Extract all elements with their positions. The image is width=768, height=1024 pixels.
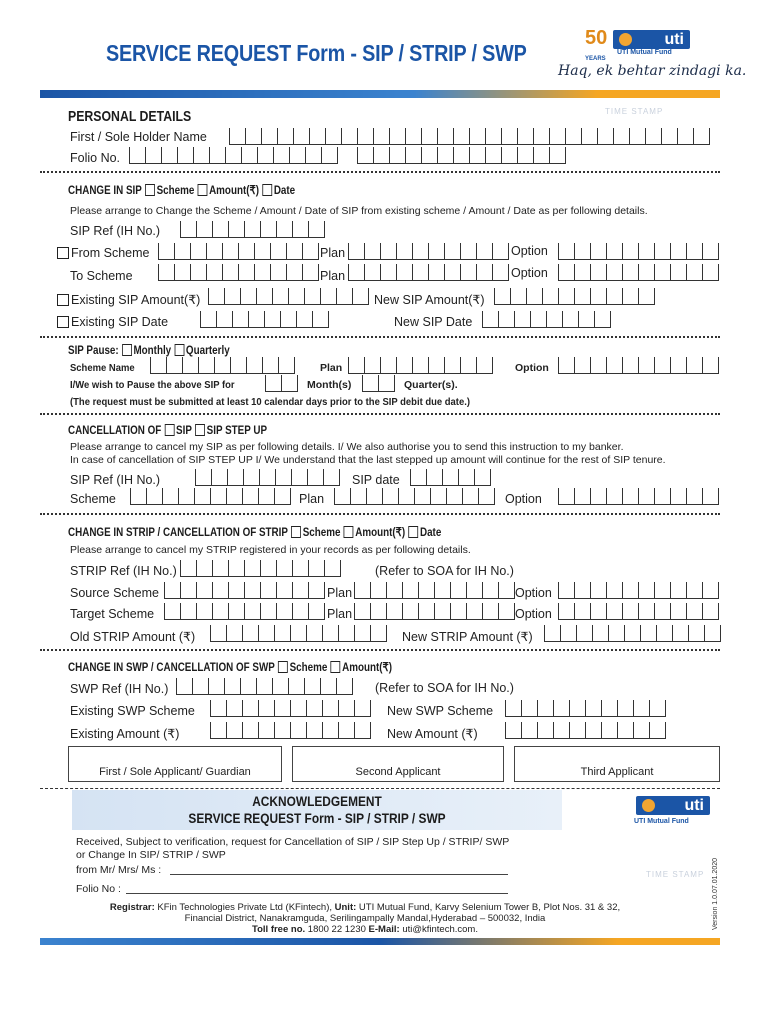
strip-scheme-checkbox[interactable] [291, 526, 301, 538]
third-applicant-signature[interactable]: Third Applicant [514, 746, 720, 782]
existing-swp-scheme-input[interactable] [210, 700, 371, 717]
strip-date-checkbox[interactable] [408, 526, 418, 538]
change-sip-heading: CHANGE IN SIP Scheme Amount(₹) Date [68, 183, 296, 197]
cancel-line-2: In case of cancellation of SIP STEP UP I/ We understand that the last stepped up amount will continue for the rest of SIP tenure. [70, 454, 666, 466]
new-strip-amount-label: New STRIP Amount (₹) [402, 630, 533, 644]
pause-text: I/We wish to Pause the above SIP for [70, 379, 235, 391]
pause-months-input[interactable] [265, 375, 298, 392]
pause-months-label: Month(s) [307, 379, 352, 391]
existing-sip-date-input[interactable] [200, 311, 329, 328]
swp-ref-input[interactable] [176, 678, 353, 695]
pause-option-input[interactable] [558, 357, 719, 374]
target-option-label: Option [515, 607, 552, 621]
first-applicant-signature[interactable]: First / Sole Applicant/ Guardian [68, 746, 282, 782]
acknowledgement-band [72, 790, 562, 830]
separator [40, 513, 720, 515]
ack-from-label: from Mr/ Mrs/ Ms : [76, 864, 162, 876]
cancel-option-input[interactable] [558, 488, 719, 505]
ack-received-line-2: or Change In SIP/ STRIP / SWP [76, 849, 226, 861]
strip-instruction: Please arrange to cancel my STRIP registered in your records as per following details. [70, 544, 471, 556]
pause-plan-label: Plan [320, 362, 343, 374]
ack-from-input[interactable] [170, 874, 508, 875]
new-strip-amount-input[interactable] [544, 625, 721, 642]
source-option-label: Option [515, 586, 552, 600]
uti-logo-box: uti [636, 796, 710, 815]
from-plan-label: Plan [320, 246, 346, 260]
source-scheme-label: Source Scheme [70, 586, 159, 600]
sip-ref-input[interactable] [180, 221, 325, 238]
from-scheme-input[interactable] [158, 243, 319, 260]
cancel-plan-label: Plan [299, 492, 325, 506]
ack-folio-label: Folio No : [76, 883, 121, 895]
sip-pause-quarterly-checkbox[interactable] [174, 344, 184, 356]
from-scheme-checkbox[interactable] [57, 247, 69, 259]
tagline: Haq, ek behtar zindagi ka. [558, 63, 747, 79]
cancel-sip-date-label: SIP date [352, 473, 400, 487]
header-color-bar [40, 90, 720, 98]
sip-pause-heading: SIP Pause: Monthly Quarterly [68, 343, 230, 357]
existing-sip-amount-checkbox[interactable] [57, 294, 69, 306]
cancel-plan-input[interactable] [334, 488, 495, 505]
existing-sip-date-label: Existing SIP Date [57, 315, 168, 329]
change-sip-instruction: Please arrange to Change the Scheme / Amount / Date of SIP from existing scheme / Amount / Date as per following details. [70, 205, 648, 217]
ack-received-line-1: Received, Subject to verification, request for Cancellation of SIP / SIP Step Up / STRIP/ SWP [76, 836, 510, 848]
new-swp-scheme-label: New SWP Scheme [387, 704, 494, 718]
to-option-input[interactable] [558, 264, 719, 281]
footer-color-bar [40, 938, 720, 945]
swp-scheme-checkbox[interactable] [278, 661, 288, 673]
folio-label: Folio No. [70, 151, 121, 165]
swp-refer-note: (Refer to SOA for IH No.) [375, 681, 514, 695]
uti-logo-subtitle: UTI Mutual Fund [617, 49, 672, 56]
cancel-option-label: Option [505, 492, 542, 506]
cancel-sip-ref-label: SIP Ref (IH No.) [70, 473, 161, 487]
strip-heading: CHANGE IN STRIP / CANCELLATION OF STRIP Scheme Amount(₹) Date [68, 525, 442, 539]
time-stamp-label: TIME STAMP [605, 107, 664, 116]
source-plan-input[interactable] [354, 582, 515, 599]
swp-ref-label: SWP Ref (IH No.) [70, 682, 169, 696]
existing-sip-amount-input[interactable] [208, 288, 369, 305]
new-sip-date-label: New SIP Date [394, 315, 473, 329]
cancel-line-1: Please arrange to cancel my SIP as per following details. I/ We also authorise you to send this instruction to my banker. [70, 441, 624, 453]
version-label: Version 1.0.07.01.2020 [712, 857, 719, 930]
target-scheme-input[interactable] [164, 603, 325, 620]
lotus-icon [642, 799, 655, 812]
target-option-input[interactable] [558, 603, 719, 620]
separator [40, 649, 720, 651]
first-holder-label: First / Sole Holder Name [70, 130, 207, 144]
ack-subtitle: SERVICE REQUEST Form - SIP / STRIP / SWP [188, 810, 446, 826]
uti-logo-box: uti [613, 30, 690, 49]
existing-amount-input[interactable] [210, 722, 371, 739]
uti-logo [585, 27, 695, 62]
strip-amount-checkbox[interactable] [344, 526, 354, 538]
new-swp-scheme-input[interactable] [505, 700, 666, 717]
new-amount-label: New Amount (₹) [387, 727, 478, 741]
cancel-sip-date-input[interactable] [410, 469, 491, 486]
cancel-sip-ref-input[interactable] [195, 469, 340, 486]
existing-amount-label: Existing Amount (₹) [70, 727, 180, 741]
from-option-input[interactable] [558, 243, 719, 260]
ack-time-stamp-label: TIME STAMP [646, 870, 705, 879]
from-scheme-label: From Scheme [57, 246, 150, 260]
existing-sip-amount-label: Existing SIP Amount(₹) [57, 292, 200, 307]
old-strip-amount-input[interactable] [210, 625, 387, 642]
separator [40, 336, 720, 338]
strip-refer-note: (Refer to SOA for IH No.) [375, 564, 514, 578]
separator [40, 413, 720, 415]
lotus-icon [619, 33, 632, 46]
sip-scheme-checkbox[interactable] [145, 184, 155, 196]
old-strip-amount-label: Old STRIP Amount (₹) [70, 630, 196, 644]
pause-quarters-input[interactable] [362, 375, 395, 392]
from-plan-input[interactable] [348, 243, 509, 260]
existing-swp-scheme-label: Existing SWP Scheme [70, 704, 195, 718]
separator [40, 171, 720, 173]
pause-note: (The request must be submitted at least 10 calendar days prior to the SIP debit due date.) [70, 396, 470, 408]
target-scheme-label: Target Scheme [70, 607, 155, 621]
registrar-footer: Registrar: KFin Technologies Private Ltd (KFintech), Unit: UTI Mutual Fund, Karvy Selenium Tower B, Plot Nos. 31 & 32, Financial District, Nanakramguda, Serilingampally Mandal,Hyderabad – 500032, India Toll free no. 1800 22 1230 E-Mail: uti@kfintech.com. [109, 902, 621, 935]
pause-option-label: Option [515, 362, 549, 374]
strip-ref-input[interactable] [180, 560, 341, 577]
ack-title: ACKNOWLEDGEMENT [252, 793, 382, 809]
ack-folio-input[interactable] [126, 893, 508, 894]
cancellation-heading: CANCELLATION OF SIP SIP STEP UP [68, 423, 268, 437]
second-applicant-signature[interactable]: Second Applicant [292, 746, 504, 782]
cancel-scheme-label: Scheme [70, 492, 116, 506]
pause-scheme-input[interactable] [150, 357, 295, 374]
new-amount-input[interactable] [505, 722, 666, 739]
to-option-label: Option [511, 266, 548, 280]
source-option-input[interactable] [558, 582, 719, 599]
cancel-scheme-input[interactable] [130, 488, 291, 505]
strip-ref-label: STRIP Ref (IH No.) [70, 564, 177, 578]
swp-amount-checkbox[interactable] [331, 661, 341, 673]
folio-input-1[interactable] [129, 147, 338, 164]
source-scheme-input[interactable] [164, 582, 325, 599]
swp-heading: CHANGE IN SWP / CANCELLATION OF SWP Scheme Amount(₹) [68, 660, 393, 674]
new-sip-amount-label: New SIP Amount(₹) [374, 293, 485, 307]
form-title: SERVICE REQUEST Form - SIP / STRIP / SWP [106, 40, 527, 66]
cancel-stepup-checkbox[interactable] [195, 424, 205, 436]
from-option-label: Option [511, 244, 548, 258]
sip-amount-checkbox[interactable] [198, 184, 208, 196]
fifty-years-badge: 50 YEARS [585, 27, 608, 62]
sip-pause-monthly-checkbox[interactable] [122, 344, 132, 356]
to-scheme-input[interactable] [158, 264, 319, 281]
new-sip-date-input[interactable] [482, 311, 611, 328]
new-sip-amount-input[interactable] [494, 288, 655, 305]
to-scheme-label: To Scheme [70, 269, 133, 283]
pause-scheme-name-label: Scheme Name [70, 362, 135, 374]
sip-ref-label: SIP Ref (IH No.) [70, 224, 161, 238]
to-plan-input[interactable] [348, 264, 509, 281]
existing-sip-date-checkbox[interactable] [57, 316, 69, 328]
target-plan-label: Plan [327, 607, 353, 621]
source-plan-label: Plan [327, 586, 353, 600]
uti-logo-ack [632, 794, 712, 826]
first-holder-input[interactable] [229, 128, 710, 145]
cancel-sip-checkbox[interactable] [165, 424, 175, 436]
cut-line [40, 788, 720, 789]
uti-logo-subtitle: UTI Mutual Fund [634, 818, 689, 825]
personal-details-heading: PERSONAL DETAILS [68, 108, 192, 125]
folio-input-2[interactable] [357, 147, 566, 164]
to-plan-label: Plan [320, 269, 346, 283]
pause-quarters-label: Quarter(s). [404, 379, 458, 391]
sip-date-checkbox[interactable] [262, 184, 272, 196]
pause-plan-input[interactable] [348, 357, 493, 374]
target-plan-input[interactable] [354, 603, 515, 620]
